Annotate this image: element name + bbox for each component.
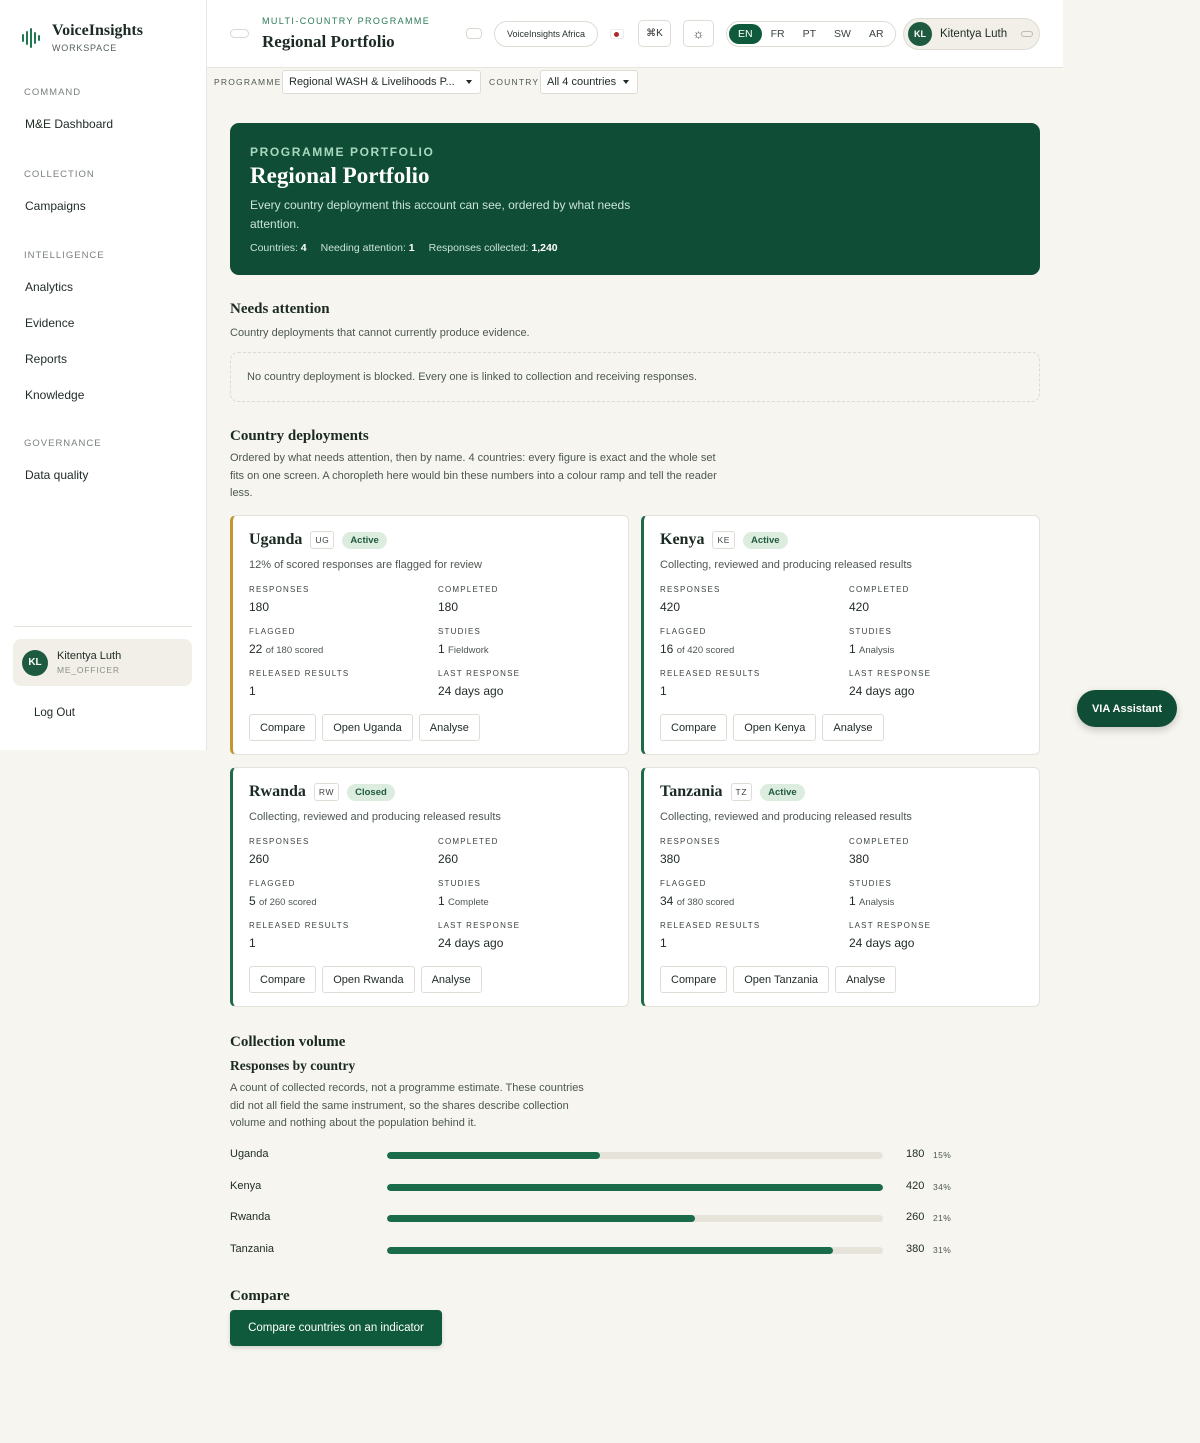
- metric-label: COMPLETED: [438, 585, 499, 594]
- needs-attention-empty: No country deployment is blocked. Every one is linked to collection and receiving responses.: [230, 352, 1040, 402]
- country-code: UG: [310, 531, 334, 549]
- metric-label: RESPONSES: [660, 585, 721, 594]
- compare-title: Compare: [230, 1288, 290, 1304]
- metric-completed: [438, 585, 499, 614]
- country-select[interactable]: [540, 70, 638, 94]
- metric-label: LAST RESPONSE: [849, 669, 932, 678]
- metric-value: 24 days ago: [849, 936, 915, 950]
- hero-description: Every country deployment this account can see, ordered by what needs attention.: [250, 198, 631, 231]
- volume-country-name: Rwanda: [230, 1211, 271, 1223]
- metric-note: of 260 scored: [259, 897, 317, 908]
- card-header: [660, 531, 788, 549]
- volume-percent: 15%: [933, 1150, 952, 1160]
- programme-filter-label: PROGRAMME: [214, 77, 282, 87]
- nav-section-governance: GOVERNANCE: [24, 438, 102, 449]
- nav-section-intelligence: INTELLIGENCE: [24, 250, 105, 261]
- metric-value: 260: [438, 852, 459, 866]
- avatar: KL: [22, 650, 48, 676]
- top-header: [207, 0, 1063, 68]
- metric-note: Analysis: [859, 897, 895, 908]
- status-badge: Active: [760, 784, 805, 801]
- metric-value: 260: [249, 852, 270, 866]
- programme-select[interactable]: [282, 70, 481, 94]
- chevron-down-icon: [466, 80, 472, 84]
- brand-name: VoiceInsights: [52, 22, 143, 39]
- stat-needing-attention: Needing attention: 1: [320, 242, 415, 254]
- metric-value: 1 Analysis: [849, 642, 895, 656]
- programme-select-value: Regional WASH & Livelihoods P...: [289, 76, 455, 88]
- volume-title: Collection volume: [230, 1034, 346, 1050]
- metric-studies: [438, 627, 489, 656]
- card-actions: [249, 714, 480, 741]
- deployments-title: Country deployments: [230, 428, 369, 444]
- metric-studies: [849, 879, 894, 908]
- sidebar-divider: [14, 626, 192, 627]
- metric-responses: [249, 585, 310, 614]
- volume-bar-fill: [387, 1247, 833, 1254]
- card-subtitle: Collecting, reviewed and producing released results: [660, 811, 912, 823]
- portfolio-hero: [230, 123, 1040, 275]
- volume-count: 420: [906, 1180, 925, 1192]
- metric-completed: [849, 585, 910, 614]
- volume-bar-track: [387, 1247, 883, 1254]
- metric-value: 1 Complete: [438, 894, 489, 908]
- metric-label: COMPLETED: [849, 585, 910, 594]
- metric-value: 34 of 380 scored: [660, 894, 735, 908]
- metric-flagged: [249, 879, 317, 908]
- open-country-button[interactable]: Open Rwanda: [322, 966, 414, 993]
- brand-subtitle: WORKSPACE: [52, 43, 118, 53]
- hero-stats: [250, 242, 558, 254]
- metric-last: [438, 669, 520, 698]
- volume-row: [230, 1180, 970, 1196]
- brand[interactable]: [22, 22, 143, 53]
- metric-label: FLAGGED: [660, 879, 707, 888]
- country-card-tz: [641, 767, 1040, 1007]
- volume-country-name: Tanzania: [230, 1243, 275, 1255]
- metric-label: LAST RESPONSE: [438, 669, 521, 678]
- metric-released: [660, 921, 760, 950]
- volume-subtitle: Responses by country: [230, 1058, 356, 1073]
- open-country-button[interactable]: Open Uganda: [322, 714, 413, 741]
- lang-pt[interactable]: PT: [802, 28, 817, 40]
- metric-responses: [660, 837, 721, 866]
- sidebar-item-data-quality[interactable]: Data quality: [25, 468, 89, 482]
- volume-count: 180: [906, 1148, 925, 1160]
- sun-icon: ☼: [692, 26, 705, 41]
- user-menu[interactable]: [903, 18, 1040, 50]
- logout-link[interactable]: Log Out: [34, 707, 75, 719]
- metric-responses: [249, 837, 310, 866]
- user-menu-name: Kitentya Luth: [940, 28, 1008, 40]
- card-actions: [249, 966, 482, 993]
- status-badge: Closed: [347, 784, 395, 801]
- metric-value: 380: [660, 852, 681, 866]
- analyse-button[interactable]: Analyse: [419, 714, 480, 741]
- card-actions: [660, 714, 884, 741]
- status-badge: Active: [743, 532, 788, 549]
- volume-bar-track: [387, 1152, 883, 1159]
- metric-last: [849, 669, 931, 698]
- card-header: [249, 783, 395, 801]
- metric-label: FLAGGED: [249, 879, 296, 888]
- metric-label: FLAGGED: [249, 627, 296, 636]
- avatar: KL: [908, 22, 932, 46]
- user-name: Kitentya Luth: [57, 650, 122, 662]
- country-card-rw: [230, 767, 629, 1007]
- volume-percent: 21%: [933, 1213, 952, 1223]
- metric-value: 24 days ago: [438, 684, 504, 698]
- compare-button[interactable]: Compare: [249, 966, 316, 993]
- sidebar-item-evidence[interactable]: Evidence: [25, 316, 75, 330]
- country-card-ke: [641, 515, 1040, 755]
- metric-flagged: [660, 627, 734, 656]
- nav-section-collection: COLLECTION: [24, 169, 95, 180]
- lang-en[interactable]: EN: [729, 24, 762, 44]
- metric-value: 1: [249, 936, 256, 950]
- metric-label: STUDIES: [438, 627, 482, 636]
- volume-description: A count of collected records, not a programme estimate. These countries did not all field the same instrument, so the shares describe collection volume and nothing about the population behind it.: [230, 1082, 584, 1129]
- lang-sw[interactable]: SW: [834, 28, 851, 40]
- compare-button[interactable]: Compare: [660, 966, 727, 993]
- metric-label: RELEASED RESULTS: [660, 669, 761, 678]
- metric-completed: [438, 837, 499, 866]
- voice-waveform-icon: [22, 27, 42, 49]
- stat-countries: Countries: 4: [250, 242, 307, 254]
- metric-label: RELEASED RESULTS: [660, 921, 761, 930]
- volume-row: [230, 1243, 970, 1259]
- metric-note: of 380 scored: [676, 897, 735, 908]
- sidebar-toggle-icon[interactable]: [230, 29, 249, 38]
- metric-label: LAST RESPONSE: [849, 921, 932, 930]
- hero-title: Regional Portfolio: [250, 163, 430, 188]
- metric-label: RESPONSES: [249, 585, 310, 594]
- metric-released: [249, 669, 349, 698]
- metric-label: STUDIES: [438, 879, 482, 888]
- lang-fr[interactable]: FR: [770, 28, 785, 40]
- country-code: RW: [314, 783, 339, 801]
- country-code: KE: [712, 531, 735, 549]
- metric-flagged: [249, 627, 323, 656]
- metric-studies: [849, 627, 894, 656]
- metric-value: 24 days ago: [438, 936, 504, 950]
- lang-ar[interactable]: AR: [868, 28, 884, 40]
- volume-country-name: Uganda: [230, 1148, 269, 1160]
- sidebar-item-reports[interactable]: Reports: [25, 352, 68, 366]
- metric-value: 180: [249, 600, 270, 614]
- metric-value: 420: [660, 600, 681, 614]
- open-country-button[interactable]: Open Kenya: [733, 714, 816, 741]
- metric-label: FLAGGED: [660, 627, 707, 636]
- volume-bar-fill: [387, 1215, 695, 1222]
- metric-value: 5 of 260 scored: [249, 894, 317, 908]
- metric-last: [438, 921, 520, 950]
- metric-responses: [660, 585, 721, 614]
- volume-country-name: Kenya: [230, 1180, 262, 1192]
- card-subtitle: 12% of scored responses are flagged for review: [249, 559, 482, 571]
- metric-value: 1: [660, 936, 667, 950]
- volume-bar-track: [387, 1184, 883, 1191]
- hero-kicker: PROGRAMME PORTFOLIO: [250, 145, 435, 159]
- card-actions: [660, 966, 896, 993]
- header-kicker: MULTI-COUNTRY PROGRAMME: [262, 16, 431, 26]
- volume-percent: 34%: [933, 1182, 952, 1192]
- volume-count: 380: [906, 1243, 925, 1255]
- metric-released: [660, 669, 760, 698]
- metric-value: 24 days ago: [849, 684, 915, 698]
- stat-responses: Responses collected: 1,240: [428, 242, 558, 254]
- metric-completed: [849, 837, 910, 866]
- command-palette-button[interactable]: ⌘K: [638, 20, 671, 47]
- volume-row: [230, 1211, 970, 1227]
- metric-label: COMPLETED: [849, 837, 910, 846]
- via-assistant-button[interactable]: VIA Assistant: [1077, 690, 1177, 727]
- compare-button[interactable]: Compare: [249, 714, 316, 741]
- sidebar-item-campaigns[interactable]: Campaigns: [25, 199, 86, 213]
- sidebar-user-card[interactable]: [13, 639, 192, 686]
- metric-label: RELEASED RESULTS: [249, 669, 350, 678]
- metric-label: COMPLETED: [438, 837, 499, 846]
- card-header: [249, 531, 387, 549]
- sidebar: [0, 0, 207, 750]
- sidebar-item-knowledge[interactable]: Knowledge: [25, 388, 85, 402]
- card-subtitle: Collecting, reviewed and producing released results: [660, 559, 912, 571]
- volume-row: [230, 1148, 970, 1164]
- notification-icon[interactable]: [466, 28, 482, 39]
- metric-value: 1: [249, 684, 256, 698]
- metric-label: LAST RESPONSE: [438, 921, 521, 930]
- metric-value: 1: [660, 684, 667, 698]
- card-header: [660, 783, 805, 801]
- metric-label: RELEASED RESULTS: [249, 921, 350, 930]
- country-card-ug: [230, 515, 629, 755]
- analyse-button[interactable]: Analyse: [835, 966, 896, 993]
- country-filter-label: COUNTRY: [489, 77, 540, 87]
- analyse-button[interactable]: Analyse: [822, 714, 883, 741]
- metric-label: RESPONSES: [249, 837, 310, 846]
- analyse-button[interactable]: Analyse: [421, 966, 482, 993]
- country-name: Rwanda: [249, 783, 306, 800]
- compare-button[interactable]: Compare: [660, 714, 727, 741]
- country-name: Kenya: [660, 531, 705, 548]
- deployments-description: Ordered by what needs attention, then by name. 4 countries: every figure is exact and the whole set fits on one screen. A choropleth here would bin these numbers into a colour ramp and tell the reader less.: [230, 452, 717, 499]
- metric-note: Analysis: [859, 645, 895, 656]
- metric-value: 1 Fieldwork: [438, 642, 489, 656]
- metric-label: STUDIES: [849, 627, 893, 636]
- language-switcher: [726, 21, 896, 47]
- compare-countries-button[interactable]: Compare countries on an indicator: [230, 1310, 442, 1346]
- volume-bar-track: [387, 1215, 883, 1222]
- country-flag-icon[interactable]: [610, 29, 624, 39]
- metric-note: of 420 scored: [676, 645, 735, 656]
- volume-count: 260: [906, 1211, 925, 1223]
- metric-released: [249, 921, 349, 950]
- sidebar-item-me-dashboard[interactable]: M&E Dashboard: [25, 117, 114, 131]
- metric-value: 16 of 420 scored: [660, 642, 735, 656]
- country-code: TZ: [731, 783, 753, 801]
- metric-flagged: [660, 879, 734, 908]
- volume-bar-fill: [387, 1152, 600, 1159]
- volume-bar-fill: [387, 1184, 883, 1191]
- metric-value: 1 Analysis: [849, 894, 895, 908]
- user-role: ME_OFFICER: [57, 665, 120, 675]
- open-country-button[interactable]: Open Tanzania: [733, 966, 829, 993]
- metric-value: 22 of 180 scored: [249, 642, 324, 656]
- metric-last: [849, 921, 931, 950]
- country-select-value: All 4 countries: [547, 76, 617, 88]
- needs-attention-title: Needs attention: [230, 301, 330, 317]
- page-title: Regional Portfolio: [262, 32, 395, 51]
- card-subtitle: Collecting, reviewed and producing released results: [249, 811, 501, 823]
- metric-studies: [438, 879, 489, 908]
- needs-attention-description: Country deployments that cannot currently produce evidence.: [230, 327, 530, 339]
- metric-value: 380: [849, 852, 870, 866]
- country-name: Tanzania: [660, 783, 723, 800]
- metric-note: of 180 scored: [265, 645, 324, 656]
- volume-percent: 31%: [933, 1245, 952, 1255]
- metric-label: RESPONSES: [660, 837, 721, 846]
- metric-note: Fieldwork: [448, 645, 489, 656]
- metric-value: 420: [849, 600, 870, 614]
- theme-toggle-button[interactable]: [683, 20, 714, 47]
- nav-section-command: COMMAND: [24, 87, 82, 98]
- metric-value: 180: [438, 600, 459, 614]
- sidebar-item-analytics[interactable]: Analytics: [25, 280, 74, 294]
- chevron-down-icon: [1021, 31, 1033, 37]
- org-switcher[interactable]: VoiceInsights Africa: [494, 21, 598, 47]
- metric-note: Complete: [448, 897, 489, 908]
- status-badge: Active: [342, 532, 387, 549]
- country-name: Uganda: [249, 531, 303, 548]
- metric-label: STUDIES: [849, 879, 893, 888]
- chevron-down-icon: [623, 80, 629, 84]
